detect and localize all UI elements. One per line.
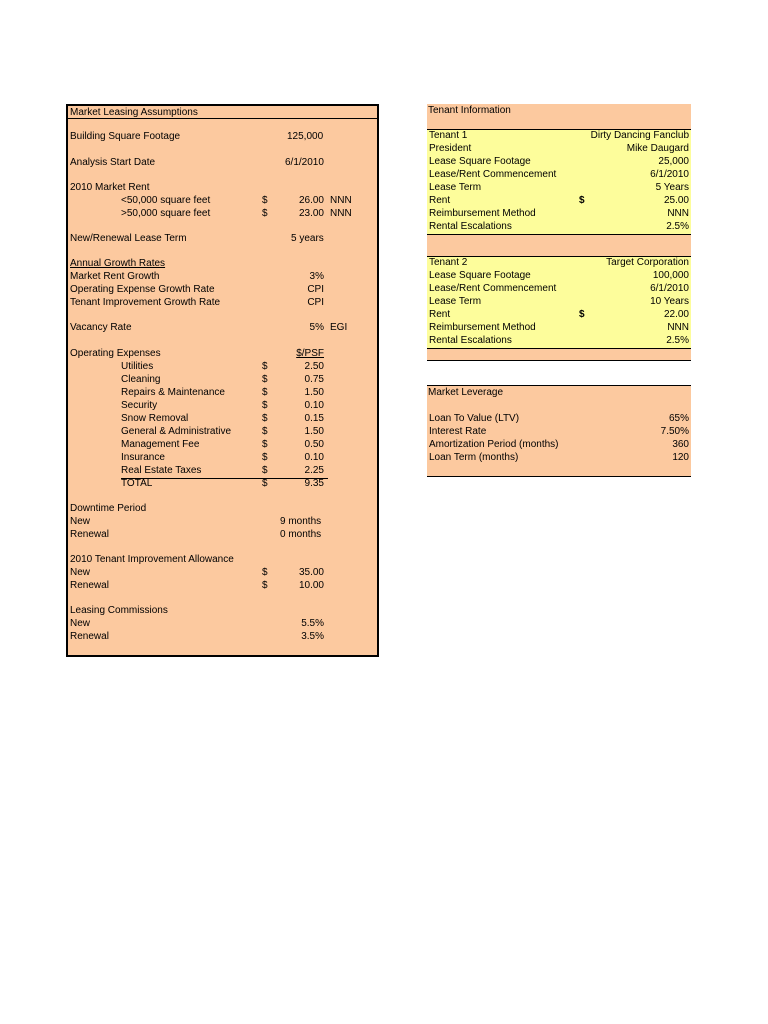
tenant-row [427, 308, 691, 321]
market-leverage-panel [427, 385, 691, 477]
dollar-sign: $ [262, 413, 268, 424]
downtime-label: Downtime Period [70, 503, 147, 514]
rent-large-value: 23.00 [298, 208, 324, 219]
leverage-value: 65% [668, 413, 689, 424]
vacancy-label: Vacancy Rate [70, 322, 132, 333]
tenant-field-value: 6/1/2010 [650, 169, 689, 180]
downtime-new-label: New [70, 516, 91, 527]
tenant-panel-title: Tenant Information [428, 105, 511, 116]
total-value: 9.35 [304, 478, 324, 489]
opex-item-value: 1.50 [304, 387, 324, 398]
start-date-value: 6/1/2010 [285, 157, 324, 168]
tenant-field-label: Lease Square Footage [429, 270, 531, 281]
leverage-value: 360 [672, 439, 689, 450]
leverage-row [427, 425, 691, 438]
tenant-field-value: Target Corporation [606, 257, 689, 268]
ti-label: 2010 Tenant Improvement Allowance [70, 554, 234, 565]
market-leasing-panel [66, 104, 379, 657]
rent-large-label: >50,000 square feet [121, 208, 211, 219]
building-sf-value: 125,000 [287, 131, 324, 142]
opex-item-value: 1.50 [304, 426, 324, 437]
tenant-row [427, 321, 691, 334]
tenant-field-label: Lease Term [429, 182, 482, 193]
tenant-row [427, 295, 691, 308]
vacancy-value: 5% [309, 322, 324, 333]
tenant-field-label: Rental Escalations [429, 335, 512, 346]
leverage-row [427, 451, 691, 464]
tenant-row [427, 207, 691, 220]
tenant-field-label: Lease/Rent Commencement [429, 169, 557, 180]
leverage-label: Loan To Value (LTV) [429, 413, 520, 424]
tenant-row [427, 194, 691, 207]
dollar-sign: $ [262, 387, 268, 398]
tenant-field-value: 5 Years [655, 182, 689, 193]
tenant-field-value: 100,000 [652, 270, 689, 281]
tenant-field-label: Lease/Rent Commencement [429, 283, 557, 294]
opex-item-label: Real Estate Taxes [121, 465, 202, 476]
opex-row [68, 464, 377, 477]
opex-item-value: 0.10 [304, 400, 324, 411]
tenant-row [427, 256, 691, 269]
rent-small-type: NNN [330, 195, 352, 206]
opex-row [68, 399, 377, 412]
tenant-row [427, 155, 691, 168]
tenant-field-value: Dirty Dancing Fanclub [590, 130, 689, 141]
tig-value: CPI [307, 297, 324, 308]
opex-row [68, 412, 377, 425]
growth-header: Annual Growth Rates [70, 258, 166, 269]
tenant-field-label: Rent [429, 309, 451, 320]
oeg-value: CPI [307, 284, 324, 295]
dollar-sign: $ [579, 195, 585, 206]
dollar-sign: $ [262, 567, 268, 578]
start-date-label: Analysis Start Date [70, 157, 156, 168]
opex-row [68, 373, 377, 386]
rent-large-type: NNN [330, 208, 352, 219]
ti-new-value: 35.00 [298, 567, 324, 578]
tenant-field-label: Reimbursement Method [429, 322, 536, 333]
vacancy-unit: EGI [330, 322, 348, 333]
tenant-field-value: Mike Daugard [626, 143, 689, 154]
tenant-row [427, 334, 691, 347]
dollar-sign: $ [262, 195, 268, 206]
tenant-field-value: 6/1/2010 [650, 283, 689, 294]
opex-item-label: Insurance [121, 452, 165, 463]
opex-item-label: Repairs & Maintenance [121, 387, 225, 398]
dollar-sign: $ [262, 361, 268, 372]
tenant-row [427, 220, 691, 233]
leverage-label: Loan Term (months) [429, 452, 519, 463]
building-sf-label: Building Square Footage [70, 131, 181, 142]
tenant-field-value: 2.5% [666, 335, 689, 346]
dollar-sign: $ [262, 465, 268, 476]
tenant-field-label: Reimbursement Method [429, 208, 536, 219]
tig-label: Tenant Improvement Growth Rate [70, 297, 221, 308]
dollar-sign: $ [262, 478, 268, 489]
downtime-renewal-label: Renewal [70, 529, 109, 540]
tenant-field-value: 22.00 [663, 309, 689, 320]
ti-new-label: New [70, 567, 91, 578]
leverage-value: 7.50% [660, 426, 689, 437]
tenant-field-label: Rental Escalations [429, 221, 512, 232]
dollar-sign: $ [262, 426, 268, 437]
opex-row [68, 438, 377, 451]
downtime-new-value: 9 months [280, 516, 322, 527]
tenant-field-value: 10 Years [650, 296, 689, 307]
lease-term-value: 5 years [291, 233, 324, 244]
total-label: TOTAL [121, 478, 153, 489]
tenant-row [427, 269, 691, 282]
tenant-row [427, 181, 691, 194]
opex-item-label: Security [121, 400, 158, 411]
dollar-sign: $ [262, 374, 268, 385]
oeg-label: Operating Expense Growth Rate [70, 284, 215, 295]
rent-small-value: 26.00 [298, 195, 324, 206]
tenant-field-value: NNN [667, 322, 689, 333]
tenant-field-label: Rent [429, 195, 451, 206]
tenant-field-label: Tenant 2 [429, 257, 468, 268]
tenant-field-label: Lease Term [429, 296, 482, 307]
tenant-row [427, 168, 691, 181]
dollar-sign: $ [262, 400, 268, 411]
lc-label: Leasing Commissions [70, 605, 168, 616]
tenant-field-label: President [429, 143, 472, 154]
market-rent-label: 2010 Market Rent [70, 182, 150, 193]
opex-item-label: Snow Removal [121, 413, 189, 424]
opex-label: Operating Expenses [70, 348, 161, 359]
tenant-row [427, 129, 691, 142]
ti-renewal-value: 10.00 [298, 580, 324, 591]
dollar-sign: $ [262, 208, 268, 219]
opex-item-value: 0.75 [304, 374, 324, 385]
lc-renewal-value: 3.5% [301, 631, 324, 642]
dollar-sign: $ [262, 439, 268, 450]
opex-row [68, 425, 377, 438]
opex-row [68, 386, 377, 399]
dollar-sign: $ [262, 580, 268, 591]
opex-item-value: 2.50 [304, 361, 324, 372]
opex-item-label: Management Fee [121, 439, 200, 450]
opex-item-value: 0.15 [304, 413, 324, 424]
opex-item-label: Utilities [121, 361, 154, 372]
leverage-row [427, 412, 691, 425]
opex-row [68, 451, 377, 464]
opex-item-value: 2.25 [304, 465, 324, 476]
mrg-label: Market Rent Growth [70, 271, 160, 282]
tenant-field-label: Lease Square Footage [429, 156, 531, 167]
tenant-field-value: 25,000 [658, 156, 689, 167]
downtime-renewal-value: 0 months [280, 529, 322, 540]
tenant-information-panel [427, 104, 691, 361]
tenant-row [427, 282, 691, 295]
tenant-field-value: NNN [667, 208, 689, 219]
ti-renewal-label: Renewal [70, 580, 109, 591]
leverage-panel-title: Market Leverage [428, 387, 504, 398]
leverage-label: Amortization Period (months) [429, 439, 559, 450]
dollar-sign: $ [262, 452, 268, 463]
opex-item-label: General & Administrative [121, 426, 232, 437]
opex-item-value: 0.50 [304, 439, 324, 450]
tenant-row [427, 142, 691, 155]
tenant-field-value: 25.00 [663, 195, 689, 206]
leverage-label: Interest Rate [429, 426, 487, 437]
lease-term-label: New/Renewal Lease Term [70, 233, 187, 244]
opex-item-label: Cleaning [121, 374, 161, 385]
leverage-value: 120 [672, 452, 689, 463]
lc-renewal-label: Renewal [70, 631, 109, 642]
lc-new-value: 5.5% [301, 618, 324, 629]
mrg-value: 3% [309, 271, 324, 282]
opex-unit: $/PSF [296, 348, 324, 359]
dollar-sign: $ [579, 309, 585, 320]
panel-title: Market Leasing Assumptions [70, 107, 198, 118]
rent-small-label: <50,000 square feet [121, 195, 211, 206]
tenant-field-label: Tenant 1 [429, 130, 468, 141]
opex-item-value: 0.10 [304, 452, 324, 463]
opex-row [68, 360, 377, 373]
leverage-row [427, 438, 691, 451]
tenant-field-value: 2.5% [666, 221, 689, 232]
lc-new-label: New [70, 618, 91, 629]
